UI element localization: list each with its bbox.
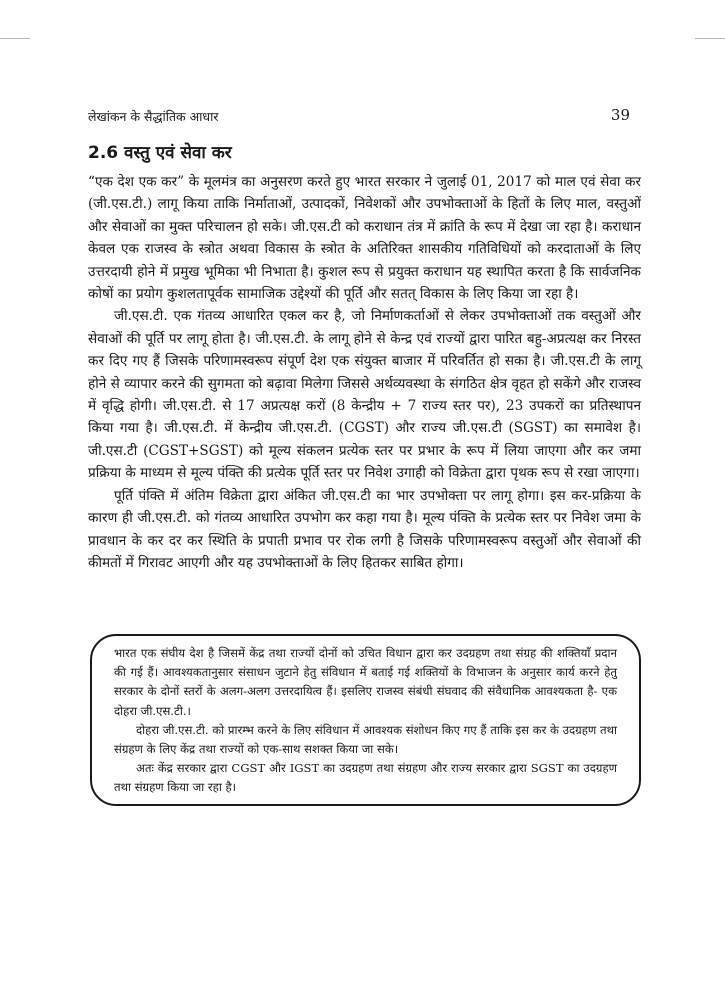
body-paragraph: पूर्ति पंक्ति में अंतिम विक्रेता द्वारा अंकित जी.एस.टी का भार उपभोक्ता पर लागू होगा। इस कर-प्रक्रिया के कारण ही जी.एस.टी. को गंतव्य आधारित उपभोग कर कहा गया है। मूल्य पंक्ति के प्रत्येक स्तर पर निवेश जमा के प्रावधान के कर दर कर स्थिति के प्रपाती प्रभाव पर रोक लगी है जिसके परिणामस्वरूप वस्तुओं और सेवाओं की कीमतों में गिरावट आएगी और यह उपभोक्ताओं के लिए हितकर साबित होगा। bbox=[88, 487, 641, 571]
section-heading: 2.6 वस्तु एवं सेवा कर bbox=[88, 143, 232, 163]
body-paragraph: जी.एस.टी. एक गंतव्य आधारित एकल कर है, जो निर्माणकर्ताओं से लेकर उपभोक्ताओं तक वस्तुओं और सेवाओं की पूर्ति पर लागू होता है। जी.एस.टी. के लागू होने से केन्द्र एवं राज्यों द्वारा पारित बहु-अप्रत्यक्ष कर निरस्त कर दिए गए हैं जिसके परिणामस्वरूप संपूर्ण देश एक संयुक्त बाजार में परिवर्तित हो सका है। जी.एस.टी के लागू होने से व्यापार करने की सुगमता को बढ़ावा मिलेगा जिससे अर्थव्यवस्था के संगठित क्षेत्र वृहत हो सकेंगे और राजस्व में वृद्धि होगी। जी.एस.टी. से 17 अप्रत्यक्ष करों (8 केन्द्रीय + 7 राज्य स्तर पर), 23 उपकरों का प्रतिस्थापन किया गया है। जी.एस.टी. में केन्द्रीय जी.एस.टी. (CGST) और राज्य जी.एस.टी (SGST) का समावेश है। जी.एस.टी (CGST+SGST) को मूल्य संकलन प्रत्येक स्तर पर प्रभार के रूप में लिया जाएगा और कर जमा प्रक्रिया के माध्यम से मूल्य पंक्ति की प्रत्येक पूर्ति स्तर पर निवेश उगाही को विक्रेता द्वारा पृथक रूप से रखा जाएगा। bbox=[88, 308, 641, 482]
box-paragraph: दोहरा जी.एस.टी. को प्रारम्भ करने के लिए संविधान में आवश्यक संशोधन किए गए हैं ताकि इस कर के उदग्रहण तथा संग्रहण के लिए केंद्र तथा राज्यों को एक-साथ सशक्त किया जा सके। bbox=[114, 722, 617, 757]
page-number: 39 bbox=[610, 106, 630, 124]
body-text bbox=[88, 171, 641, 574]
box-paragraph: अतः केंद्र सरकार द्वारा CGST और IGST का उदग्रहण तथा संग्रहण और राज्य सरकार द्वारा SGST का उदग्रहण तथा संग्रहण किया जा रहा है। bbox=[114, 761, 617, 795]
body-paragraph: “एक देश एक कर” के मूलमंत्र का अनुसरण करते हुए भारत सरकार ने जुलाई 01, 2017 को माल एवं सेवा कर (जी.एस.टी.) लागू किया ताकि निर्माताओं, उत्पादकों, निवेशकों और उपभोक्ताओं के हितों के लिए माल, वस्तुओं और सेवाओं का मुक्त परिचालन हो सके। जी.एस.टी को कराधान तंत्र में क्रांति के रूप में देखा जा रहा है। कराधान केवल एक राजस्व के स्त्रोत अथवा विकास के स्त्रोत के अतिरिक्त शासकीय गतिविधियों को करदाताओं के लिए उत्तरदायी होने में प्रमुख भूमिका भी निभाता है। कुशल रूप से प्रयुक्त कराधान यह स्थापित करता है कि सार्वजनिक कोषों का प्रयोग कुशलतापूर्वक सामाजिक उद्देश्यों की पूर्ति और सतत् विकास के लिए किया जा रहा है। bbox=[88, 174, 641, 303]
crop-mark-left bbox=[0, 38, 30, 39]
running-header: लेखांकन के सैद्धांतिक आधार bbox=[88, 109, 219, 124]
info-box bbox=[90, 634, 641, 806]
box-paragraph: भारत एक संघीय देश है जिसमें केंद्र तथा राज्यों दोनों को उचित विधान द्वारा कर उदग्रहण तथा संग्रह की शक्तियाँ प्रदान की गई हैं। आवश्यकतानुसार संसाधन जुटाने हेतु संविधान में बताई गई शक्तियों के विभाजन के अनुसार कार्य करने हेतु सरकार के दोनों स्तरों के अलग-अलग उत्तरदायित्व हैं। इसलिए राजस्व संबंधी संघवाद की संवैधानिक आवश्यकता है- एक दोहरा जी.एस.टी.। bbox=[114, 646, 617, 718]
crop-mark-right bbox=[695, 38, 725, 39]
